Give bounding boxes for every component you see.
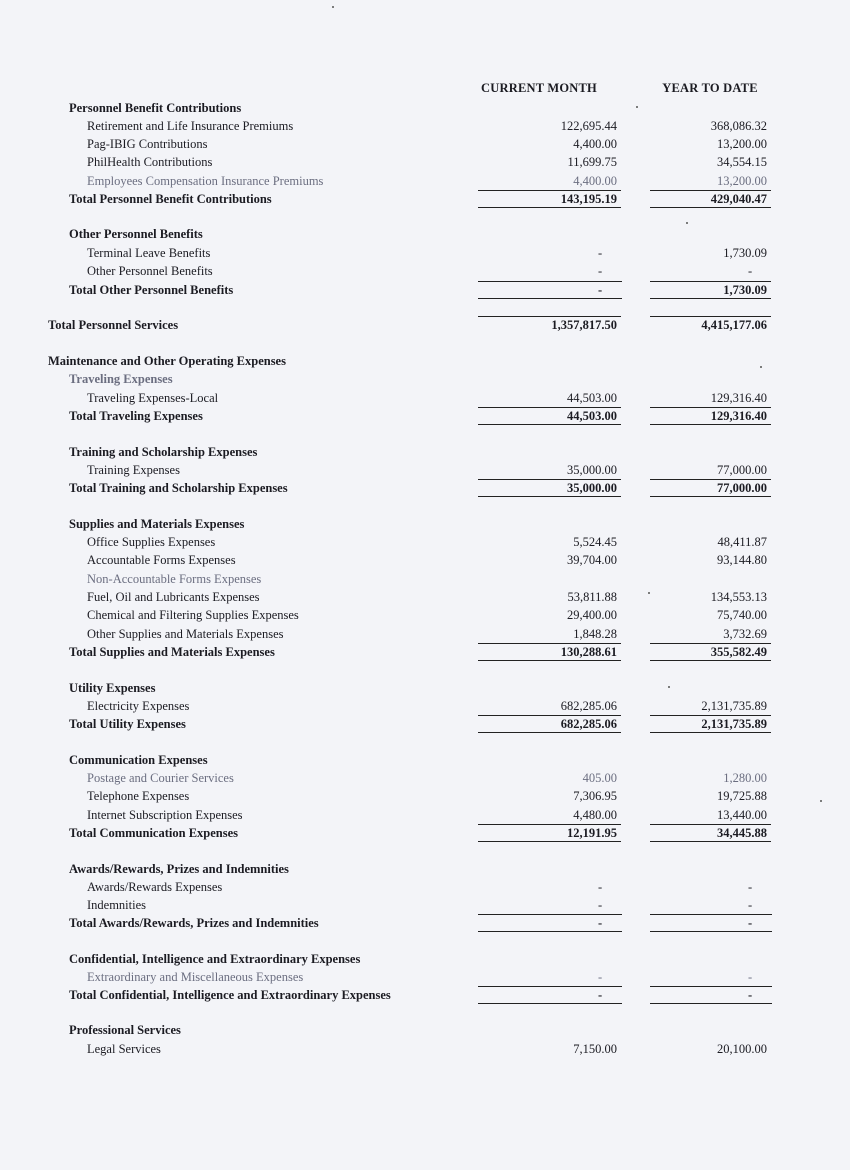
current-month-value: 682,285.06 — [478, 715, 617, 733]
row-label: Traveling Expenses-Local — [87, 391, 219, 405]
current-month-value: 7,150.00 — [573, 1042, 617, 1056]
row-label: Pag-IBIG Contributions — [87, 137, 208, 151]
current-month-value: 4,400.00 — [573, 137, 617, 151]
row-label: Total Traveling Expenses — [69, 409, 203, 423]
year-to-date-value: 368,086.32 — [710, 119, 767, 133]
year-to-date-value: 1,730.09 — [723, 246, 767, 260]
year-to-date-value: 129,316.40 — [710, 391, 767, 405]
report-row — [0, 806, 850, 824]
row-label: Retirement and Life Insurance Premiums — [87, 119, 294, 133]
report-row — [0, 570, 850, 588]
row-label: Electricity Expenses — [87, 699, 190, 713]
report-row — [0, 479, 850, 497]
scan-speck — [686, 222, 688, 224]
row-label: Postage and Courier Services — [87, 771, 234, 785]
column-header-year-to-date: YEAR TO DATE — [662, 81, 758, 95]
report-row — [0, 824, 850, 842]
year-to-date-value: - — [748, 914, 768, 932]
row-label: Chemical and Filtering Supplies Expenses — [87, 608, 299, 622]
report-row — [0, 244, 850, 262]
row-label: Total Awards/Rewards, Prizes and Indemnities — [69, 916, 319, 930]
report-row — [0, 751, 850, 769]
report-row — [0, 461, 850, 479]
report-row — [0, 153, 850, 171]
report-row — [0, 172, 850, 190]
row-label: Other Personnel Benefits — [69, 227, 203, 241]
report-row — [0, 533, 850, 551]
current-month-value: 682,285.06 — [560, 699, 617, 713]
report-row — [0, 551, 850, 569]
year-to-date-value: 13,200.00 — [717, 137, 767, 151]
current-month-value: 11,699.75 — [567, 155, 617, 169]
current-month-value: 12,191.95 — [478, 824, 617, 842]
year-to-date-value: 429,040.47 — [650, 190, 767, 208]
year-to-date-value: 13,200.00 — [717, 174, 767, 188]
report-row — [0, 262, 850, 280]
current-month-value: 29,400.00 — [567, 608, 617, 622]
row-label: Training Expenses — [87, 463, 180, 477]
report-row — [0, 1021, 850, 1039]
row-label: Other Supplies and Materials Expenses — [87, 627, 284, 641]
row-label: Total Training and Scholarship Expenses — [69, 481, 288, 495]
report-row — [0, 515, 850, 533]
year-to-date-value: 355,582.49 — [650, 643, 767, 661]
current-month-value: 130,288.61 — [478, 643, 617, 661]
year-to-date-value: 1,280.00 — [723, 771, 767, 785]
row-label: Accountable Forms Expenses — [87, 553, 236, 567]
year-to-date-value: 2,131,735.89 — [701, 699, 767, 713]
report-row — [0, 606, 850, 624]
report-row — [0, 588, 850, 606]
year-to-date-value: 75,740.00 — [717, 608, 767, 622]
year-to-date-value: 134,553.13 — [710, 590, 767, 604]
row-label: Terminal Leave Benefits — [87, 246, 211, 260]
row-label: Total Communication Expenses — [69, 826, 239, 840]
row-label: PhilHealth Contributions — [87, 155, 213, 169]
row-label: Traveling Expenses — [69, 372, 173, 386]
year-to-date-value: 3,732.69 — [723, 627, 767, 641]
report-row — [0, 968, 850, 986]
current-month-value: 53,811.88 — [567, 590, 617, 604]
current-month-value: - — [598, 246, 603, 260]
scan-speck — [648, 592, 650, 594]
column-header-current-month: CURRENT MONTH — [481, 81, 597, 95]
current-month-value: 1,357,817.50 — [478, 316, 617, 334]
report-row — [0, 950, 850, 968]
current-month-value: - — [598, 970, 603, 984]
row-label: Employees Compensation Insurance Premiums — [87, 174, 324, 188]
current-month-value: 39,704.00 — [567, 553, 617, 567]
report-row — [0, 281, 850, 299]
report-row — [0, 787, 850, 805]
scan-speck — [668, 686, 670, 688]
year-to-date-value: - — [748, 264, 753, 278]
current-month-value: - — [598, 898, 603, 912]
row-label: Telephone Expenses — [87, 789, 190, 803]
row-label: Legal Services — [87, 1042, 161, 1056]
report-row — [0, 679, 850, 697]
year-to-date-value: 13,440.00 — [717, 808, 767, 822]
scan-speck — [760, 366, 762, 368]
report-row — [0, 370, 850, 388]
report-row — [0, 135, 850, 153]
current-month-value: - — [598, 880, 603, 894]
year-to-date-value: 48,411.87 — [717, 535, 767, 549]
row-label: Other Personnel Benefits — [87, 264, 213, 278]
current-month-value: 4,480.00 — [573, 808, 617, 822]
year-to-date-value: - — [748, 898, 753, 912]
report-row — [0, 860, 850, 878]
report-row — [0, 914, 850, 932]
year-to-date-value: 4,415,177.06 — [650, 316, 767, 334]
current-month-value: 4,400.00 — [573, 174, 617, 188]
row-label: Maintenance and Other Operating Expenses — [48, 354, 286, 368]
current-month-value: 44,503.00 — [478, 407, 617, 425]
current-month-value: - — [598, 986, 618, 1004]
row-label: Extraordinary and Miscellaneous Expenses — [87, 970, 304, 984]
report-row — [0, 625, 850, 643]
report-row — [0, 769, 850, 787]
current-month-value: 44,503.00 — [567, 391, 617, 405]
year-to-date-value: 19,725.88 — [717, 789, 767, 803]
row-label: Professional Services — [69, 1023, 181, 1037]
row-label: Indemnities — [87, 898, 147, 912]
current-month-value: 405.00 — [582, 771, 617, 785]
report-row — [0, 1040, 850, 1058]
row-label: Confidential, Intelligence and Extraordinary Expenses — [69, 952, 361, 966]
year-to-date-value: - — [748, 970, 753, 984]
scan-speck — [332, 6, 334, 8]
report-row — [0, 896, 850, 914]
row-label: Total Personnel Services — [48, 318, 179, 332]
year-to-date-value: 77,000.00 — [650, 479, 767, 497]
row-label: Non-Accountable Forms Expenses — [87, 572, 262, 586]
row-label: Awards/Rewards Expenses — [87, 880, 223, 894]
report-row — [0, 643, 850, 661]
row-label: Supplies and Materials Expenses — [69, 517, 245, 531]
current-month-value: 122,695.44 — [560, 119, 617, 133]
row-label: Communication Expenses — [69, 753, 208, 767]
year-to-date-value: 34,445.88 — [650, 824, 767, 842]
report-row — [0, 316, 850, 334]
year-to-date-value: 34,554.15 — [717, 155, 767, 169]
report-row — [0, 407, 850, 425]
current-month-value: 35,000.00 — [478, 479, 617, 497]
current-month-value: 5,524.45 — [573, 535, 617, 549]
row-label: Awards/Rewards, Prizes and Indemnities — [69, 862, 289, 876]
row-label: Personnel Benefit Contributions — [69, 101, 242, 115]
current-month-value: - — [598, 914, 618, 932]
current-month-value: - — [598, 264, 603, 278]
year-to-date-value: - — [748, 880, 753, 894]
report-row — [0, 352, 850, 370]
report-row — [0, 715, 850, 733]
year-to-date-value: 129,316.40 — [650, 407, 767, 425]
report-row — [0, 190, 850, 208]
year-to-date-value: 93,144.80 — [717, 553, 767, 567]
year-to-date-value: 1,730.09 — [650, 281, 767, 299]
scan-speck — [636, 106, 638, 108]
row-label: Total Personnel Benefit Contributions — [69, 192, 272, 206]
year-to-date-value: 20,100.00 — [717, 1042, 767, 1056]
row-label: Internet Subscription Expenses — [87, 808, 243, 822]
year-to-date-value: 2,131,735.89 — [650, 715, 767, 733]
current-month-value: 143,195.19 — [478, 190, 617, 208]
report-row — [0, 878, 850, 896]
report-row — [0, 443, 850, 461]
year-to-date-value: 77,000.00 — [717, 463, 767, 477]
row-label: Total Supplies and Materials Expenses — [69, 645, 275, 659]
current-month-value: 7,306.95 — [573, 789, 617, 803]
report-row — [0, 389, 850, 407]
current-month-value: 35,000.00 — [567, 463, 617, 477]
scan-speck — [820, 800, 822, 802]
row-label: Office Supplies Expenses — [87, 535, 216, 549]
year-to-date-value: - — [748, 986, 768, 1004]
report-row — [0, 697, 850, 715]
row-label: Fuel, Oil and Lubricants Expenses — [87, 590, 260, 604]
report-row — [0, 986, 850, 1004]
report-row — [0, 225, 850, 243]
row-label: Total Utility Expenses — [69, 717, 186, 731]
row-label: Utility Expenses — [69, 681, 156, 695]
current-month-value: - — [598, 281, 618, 299]
row-label: Total Other Personnel Benefits — [69, 283, 234, 297]
row-label: Training and Scholarship Expenses — [69, 445, 258, 459]
row-label: Total Confidential, Intelligence and Extraordinary Expenses — [69, 988, 391, 1002]
report-row — [0, 117, 850, 135]
current-month-value: 1,848.28 — [573, 627, 617, 641]
report-row — [0, 99, 850, 117]
